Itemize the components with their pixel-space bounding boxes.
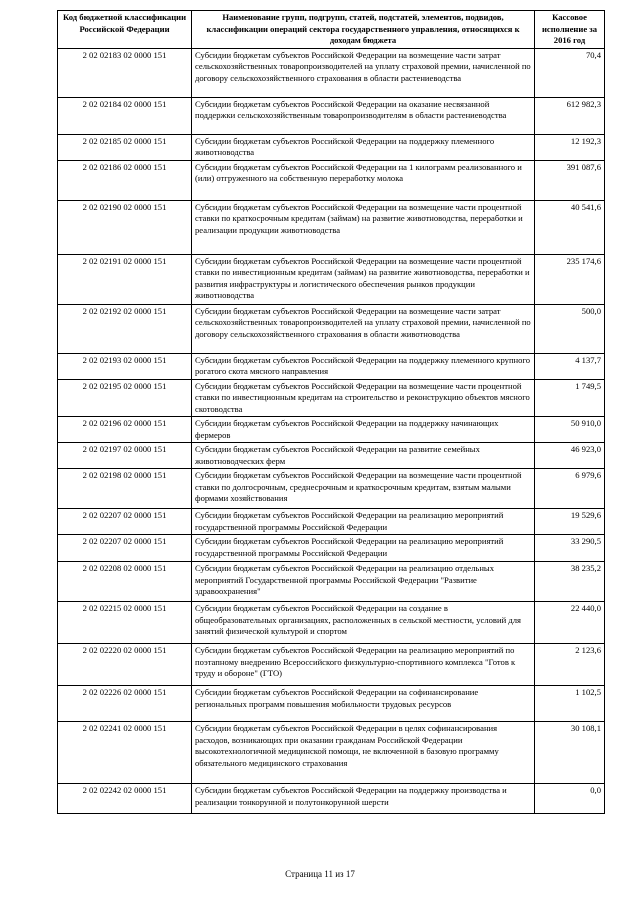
budget-code: 2 02 02198 02 0000 151 [58,469,192,509]
table-row [58,200,605,254]
item-name: Субсидии бюджетам субъектов Российской Федерации на возмещение части процентной ставки по инвестиционным кредитам (займам) на развитие животноводства, переработки и развития инфраструктуры и логистического обеспечения рынков продукции животноводства [192,254,535,304]
amount: 500,0 [535,304,605,353]
table-row [58,134,605,160]
item-name: Субсидии бюджетам субъектов Российской Федерации на софинансирование региональных программ повышения мобильности трудовых ресурсов [192,686,535,722]
table-row [58,644,605,686]
item-name: Субсидии бюджетам субъектов Российской Федерации на оказание несвязанной поддержки сельскохозяйственным товаропроизводителям в области растениеводства [192,97,535,134]
amount: 30 108,1 [535,722,605,784]
table-row [58,686,605,722]
budget-code: 2 02 02197 02 0000 151 [58,443,192,469]
page-number: Страница 11 из 17 [285,869,355,879]
amount: 1 102,5 [535,686,605,722]
table-row [58,784,605,814]
amount: 38 235,2 [535,562,605,602]
item-name: Субсидии бюджетам субъектов Российской Федерации на возмещение части процентной ставки по долгосрочным, среднесрочным и краткосрочным кредитам, взятым малыми формами хозяйствования [192,469,535,509]
budget-code: 2 02 02191 02 0000 151 [58,254,192,304]
table-row [58,160,605,200]
item-name: Субсидии бюджетам субъектов Российской Федерации на реализацию мероприятий государственной программы Российской Федерации [192,509,535,535]
budget-code: 2 02 02184 02 0000 151 [58,97,192,134]
table-row [58,417,605,443]
header-name: Наименование групп, подгрупп, статей, подстатей, элементов, подвидов, классификации операций сектора государственного управления, относящихся к доходам бюджета [192,11,535,49]
item-name: Субсидии бюджетам субъектов Российской Федерации в целях софинансирования расходов, возникающих при оказании гражданам Российской Федерации высокотехнологичной медицинской помощи, не включенной в базовую программу обязательного медицинского страхования [192,722,535,784]
item-name: Субсидии бюджетам субъектов Российской Федерации на реализацию мероприятий государственной программы Российской Федерации [192,535,535,562]
table-row [58,469,605,509]
budget-code: 2 02 02208 02 0000 151 [58,562,192,602]
amount: 6 979,6 [535,469,605,509]
amount: 391 087,6 [535,160,605,200]
table-row [58,562,605,602]
budget-code: 2 02 02242 02 0000 151 [58,784,192,814]
amount: 235 174,6 [535,254,605,304]
item-name: Субсидии бюджетам субъектов Российской Федерации на возмещение части процентной ставки по краткосрочным кредитам (займам) на развитие животноводства, переработки и реализации продукции животноводства [192,200,535,254]
table-row [58,509,605,535]
budget-code: 2 02 02207 02 0000 151 [58,509,192,535]
amount: 50 910,0 [535,417,605,443]
item-name: Субсидии бюджетам субъектов Российской Федерации на реализацию мероприятий по поэтапному внедрению Всероссийского физкультурно-спортивного комплекса "Готов к труду и обороне" (ГТО) [192,644,535,686]
budget-code: 2 02 02241 02 0000 151 [58,722,192,784]
budget-code: 2 02 02186 02 0000 151 [58,160,192,200]
amount: 1 749,5 [535,379,605,417]
table-row [58,304,605,353]
amount: 4 137,7 [535,353,605,379]
amount: 12 192,3 [535,134,605,160]
item-name: Субсидии бюджетам субъектов Российской Федерации на развитие семейных животноводческих ферм [192,443,535,469]
budget-code: 2 02 02220 02 0000 151 [58,644,192,686]
table-row [58,722,605,784]
table-row [58,48,605,97]
budget-code: 2 02 02183 02 0000 151 [58,48,192,97]
budget-code: 2 02 02215 02 0000 151 [58,602,192,644]
budget-code: 2 02 02192 02 0000 151 [58,304,192,353]
budget-code: 2 02 02226 02 0000 151 [58,686,192,722]
item-name: Субсидии бюджетам субъектов Российской Федерации на реализацию отдельных мероприятий Государственной программы Российской Федерации "Развитие здравоохранения" [192,562,535,602]
amount: 19 529,6 [535,509,605,535]
amount: 70,4 [535,48,605,97]
item-name: Субсидии бюджетам субъектов Российской Федерации на поддержку племенного крупного рогатого скота мясного направления [192,353,535,379]
table-row [58,353,605,379]
item-name: Субсидии бюджетам субъектов Российской Федерации на поддержку производства и реализации тонкорунной и полутонкорунной шерсти [192,784,535,814]
table-row [58,97,605,134]
header-code: Код бюджетной классификации Российской Федерации [58,11,192,49]
item-name: Субсидии бюджетам субъектов Российской Федерации на возмещение части процентной ставки по инвестиционным кредитам на строительство и реконструкцию объектов мясного скотоводства [192,379,535,417]
amount: 22 440,0 [535,602,605,644]
budget-code: 2 02 02196 02 0000 151 [58,417,192,443]
table-header-row [58,11,605,49]
budget-code: 2 02 02195 02 0000 151 [58,379,192,417]
amount: 0,0 [535,784,605,814]
item-name: Субсидии бюджетам субъектов Российской Федерации на поддержку племенного животноводства [192,134,535,160]
item-name: Субсидии бюджетам субъектов Российской Федерации на создание в общеобразовательных организациях, расположенных в сельской местности, условий для занятий физической культурой и спортом [192,602,535,644]
amount: 612 982,3 [535,97,605,134]
table-row [58,602,605,644]
budget-code: 2 02 02190 02 0000 151 [58,200,192,254]
table-row [58,535,605,562]
item-name: Субсидии бюджетам субъектов Российской Федерации на 1 килограмм реализованного и (или) отгруженного на собственную переработку молока [192,160,535,200]
budget-code: 2 02 02193 02 0000 151 [58,353,192,379]
amount: 2 123,6 [535,644,605,686]
item-name: Субсидии бюджетам субъектов Российской Федерации на возмещение части затрат сельскохозяйственных товаропроизводителей на уплату страховой премии, начисленной по договору сельскохозяйственного страхования в области животноводства [192,304,535,353]
table-row [58,254,605,304]
table-row [58,443,605,469]
item-name: Субсидии бюджетам субъектов Российской Федерации на поддержку начинающих фермеров [192,417,535,443]
item-name: Субсидии бюджетам субъектов Российской Федерации на возмещение части затрат сельскохозяйственных товаропроизводителей на уплату страховой премии, начисленной по договору сельскохозяйственного страхования в области растениеводства [192,48,535,97]
budget-code: 2 02 02185 02 0000 151 [58,134,192,160]
amount: 33 290,5 [535,535,605,562]
budget-table [57,10,605,814]
amount: 46 923,0 [535,443,605,469]
amount: 40 541,6 [535,200,605,254]
budget-code: 2 02 02207 02 0000 151 [58,535,192,562]
header-amount: Кассовое исполнение за 2016 год [535,11,605,49]
table-row [58,379,605,417]
